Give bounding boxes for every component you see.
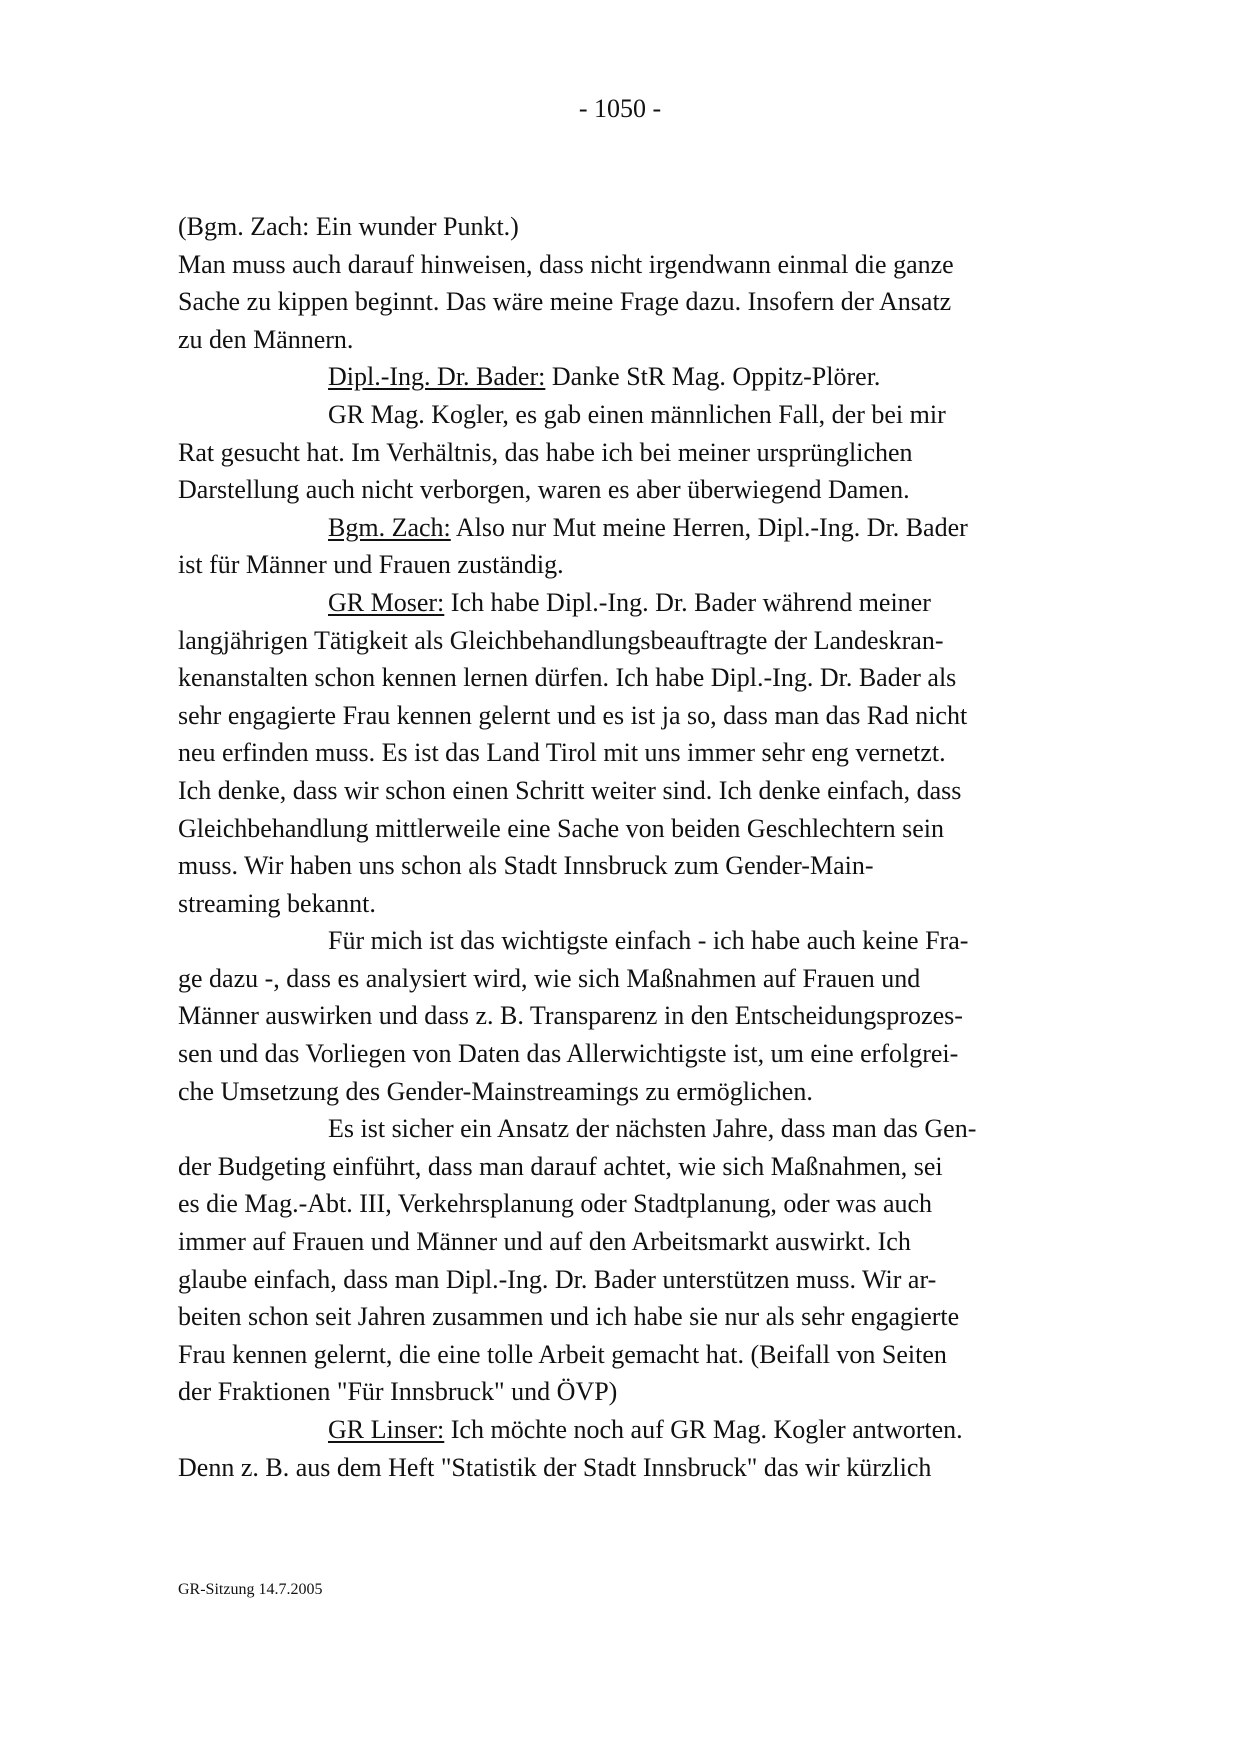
text-line: Man muss auch darauf hinweisen, dass nicht irgendwann einmal die ganze <box>178 249 954 279</box>
speech-text: Ich möchte noch auf GR Mag. Kogler antworten. <box>444 1415 963 1444</box>
text-line: sehr engagierte Frau kennen gelernt und es ist ja so, dass man das Rad nicht <box>178 700 968 730</box>
text-line: langjährigen Tätigkeit als Gleichbehandlungsbeauftragte der Landeskran- <box>178 625 944 655</box>
text-line: ge dazu -, dass es analysiert wird, wie sich Maßnahmen auf Frauen und <box>178 963 921 993</box>
text-line: Sache zu kippen beginnt. Das wäre meine Frage dazu. Insofern der Ansatz <box>178 287 952 317</box>
text-line: Männer auswirken und dass z. B. Transparenz in den Entscheidungsprozes- <box>178 1001 963 1031</box>
text-line: Rat gesucht hat. Im Verhältnis, das habe ich bei meiner ursprünglichen <box>178 437 913 467</box>
text-line: beiten schon seit Jahren zusammen und ich habe sie nur als sehr engagierte <box>178 1302 960 1332</box>
text-line: (Bgm. Zach: Ein wunder Punkt.) <box>178 212 519 241</box>
footer-session-date: GR-Sitzung 14.7.2005 <box>178 1581 323 1598</box>
text-line: immer auf Frauen und Männer und auf den Arbeitsmarkt auswirkt. Ich <box>178 1227 911 1257</box>
text-line: che Umsetzung des Gender-Mainstreamings zu ermöglichen. <box>178 1076 813 1106</box>
text-line: muss. Wir haben uns schon als Stadt Innsbruck zum Gender-Main- <box>178 851 874 881</box>
speech-text: Ich habe Dipl.-Ing. Dr. Bader während meiner <box>444 587 931 617</box>
text-line: Frau kennen gelernt, die eine tolle Arbeit gemacht hat. (Beifall von Seiten <box>178 1339 947 1369</box>
text-line: neu erfinden muss. Es ist das Land Tirol mit uns immer sehr eng vernetzt. <box>178 738 946 768</box>
text-line: GR Mag. Kogler, es gab einen männlichen Fall, der bei mir <box>328 399 946 429</box>
text-line: sen und das Vorliegen von Daten das Allerwichtigste ist, um eine erfolgrei- <box>178 1039 959 1069</box>
text-line: Für mich ist das wichtigste einfach - ich habe auch keine Fra- <box>328 926 969 956</box>
speaker-name: GR Linser: <box>328 1415 445 1444</box>
speaker-line <box>178 584 1068 622</box>
text-line: glaube einfach, dass man Dipl.-Ing. Dr. Bader unterstützen muss. Wir ar- <box>178 1264 937 1294</box>
text-line: der Budgeting einführt, dass man darauf achtet, wie sich Maßnahmen, sei <box>178 1151 943 1181</box>
speaker-line <box>178 509 1068 547</box>
speaker-name: GR Moser: <box>328 587 445 617</box>
text-line: der Fraktionen "Für Innsbruck" und ÖVP) <box>178 1377 618 1407</box>
transcript-body <box>178 208 1068 1486</box>
speech-text: Also nur Mut meine Herren, Dipl.-Ing. Dr. Bader <box>450 512 968 542</box>
text-line: Ich denke, dass wir schon einen Schritt weiter sind. Ich denke einfach, dass <box>178 775 962 805</box>
speaker-line <box>178 358 1068 396</box>
text-line: streaming bekannt. <box>178 888 376 918</box>
speaker-line <box>178 1411 1068 1449</box>
page-number: - 1050 - <box>578 94 662 123</box>
text-line: zu den Männern. <box>178 324 354 354</box>
speaker-name: Bgm. Zach: <box>328 512 451 542</box>
text-line: Denn z. B. aus dem Heft "Statistik der Stadt Innsbruck" das wir kürzlich <box>178 1452 932 1482</box>
text-line: ist für Männer und Frauen zuständig. <box>178 550 564 580</box>
speaker-name: Dipl.-Ing. Dr. Bader: <box>328 362 546 392</box>
text-line: kenanstalten schon kennen lernen dürfen. Ich habe Dipl.-Ing. Dr. Bader als <box>178 663 957 693</box>
speech-text: Danke StR Mag. Oppitz-Plörer. <box>545 362 881 392</box>
text-line: Gleichbehandlung mittlerweile eine Sache von beiden Geschlechtern sein <box>178 813 944 843</box>
text-line: Es ist sicher ein Ansatz der nächsten Jahre, dass man das Gen- <box>328 1114 977 1144</box>
text-line: es die Mag.-Abt. III, Verkehrsplanung oder Stadtplanung, oder was auch <box>178 1189 933 1219</box>
text-line: Darstellung auch nicht verborgen, waren es aber überwiegend Damen. <box>178 475 910 505</box>
